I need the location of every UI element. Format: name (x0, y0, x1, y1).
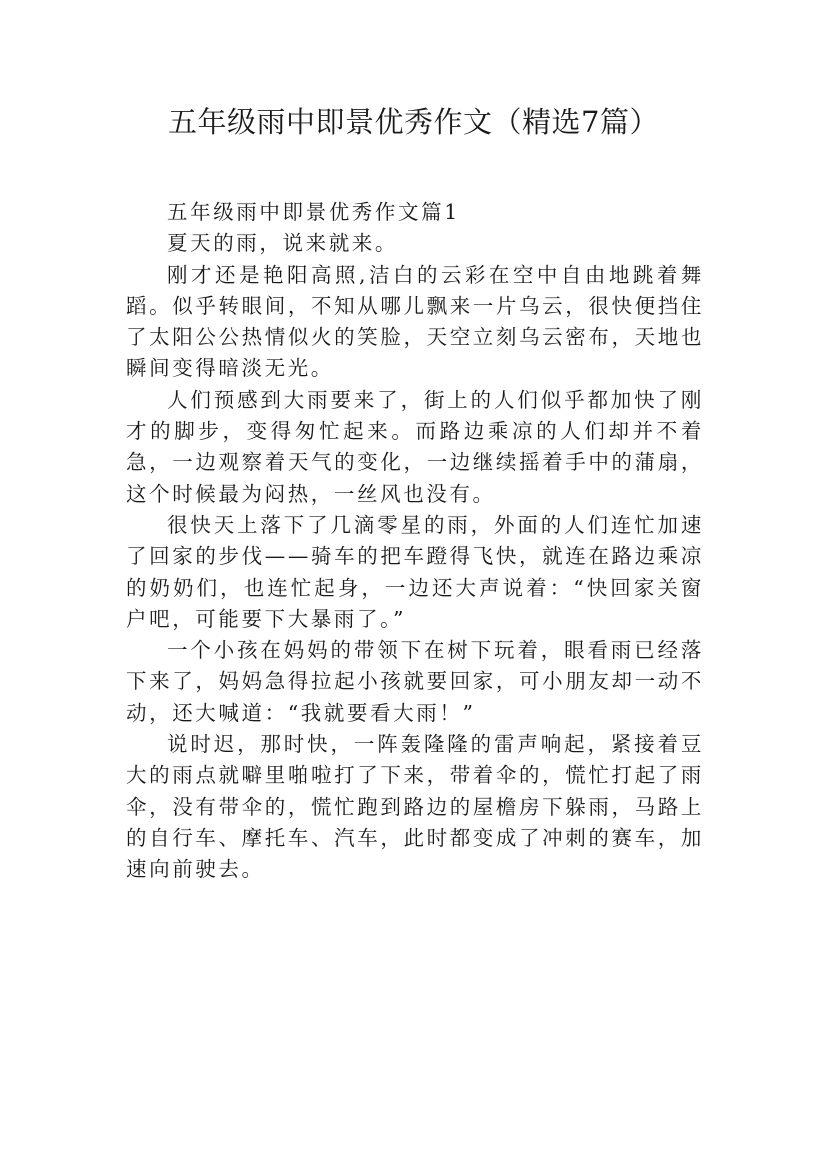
paragraph: 一个小孩在妈妈的带领下在树下玩着，眼看雨已经落下来了，妈妈急得拉起小孩就要回家，可小朋友却一动不动，还大喊道：“我就要看大雨！” (126, 638, 704, 725)
paragraph: 说时迟，那时快，一阵轰隆隆的雷声响起，紧接着豆大的雨点就噼里啪啦打了下来，带着伞的，慌忙打起了雨伞，没有带伞的，慌忙跑到路边的屋檐房下躲雨，马路上的自行车、摩托车、汽车，此时都变成了冲刺的赛车，加速向前驶去。 (126, 732, 704, 882)
paragraph: 夏天的雨，说来就来。 (167, 231, 398, 256)
document-body (126, 197, 704, 886)
section-heading: 五年级雨中即景优秀作文篇1 (167, 200, 460, 224)
paragraph: 刚才还是艳阳高照,洁白的云彩在空中自由地跳着舞蹈。似乎转眼间，不知从哪儿飘来一片乌云，很快便挡住了太阳公公热情似火的笑脸，天空立刻乌云密布，天地也瞬间变得暗淡无光。 (126, 262, 704, 381)
paragraph: 很快天上落下了几滴零星的雨，外面的人们连忙加速了回家的步伐——骑车的把车蹬得飞快，就连在路边乘凉的奶奶们，也连忙起身，一边还大声说着：“快回家关窗户吧，可能要下大暴雨了。” (126, 512, 704, 631)
document-title: 五年级雨中即景优秀作文（精选7篇） (168, 105, 659, 139)
paragraph: 人们预感到大雨要来了，街上的人们似乎都加快了刚才的脚步，变得匆忙起来。而路边乘凉的人们却并不着急，一边观察着天气的变化，一边继续摇着手中的蒲扇，这个时候最为闷热，一丝风也没有。 (126, 387, 704, 506)
